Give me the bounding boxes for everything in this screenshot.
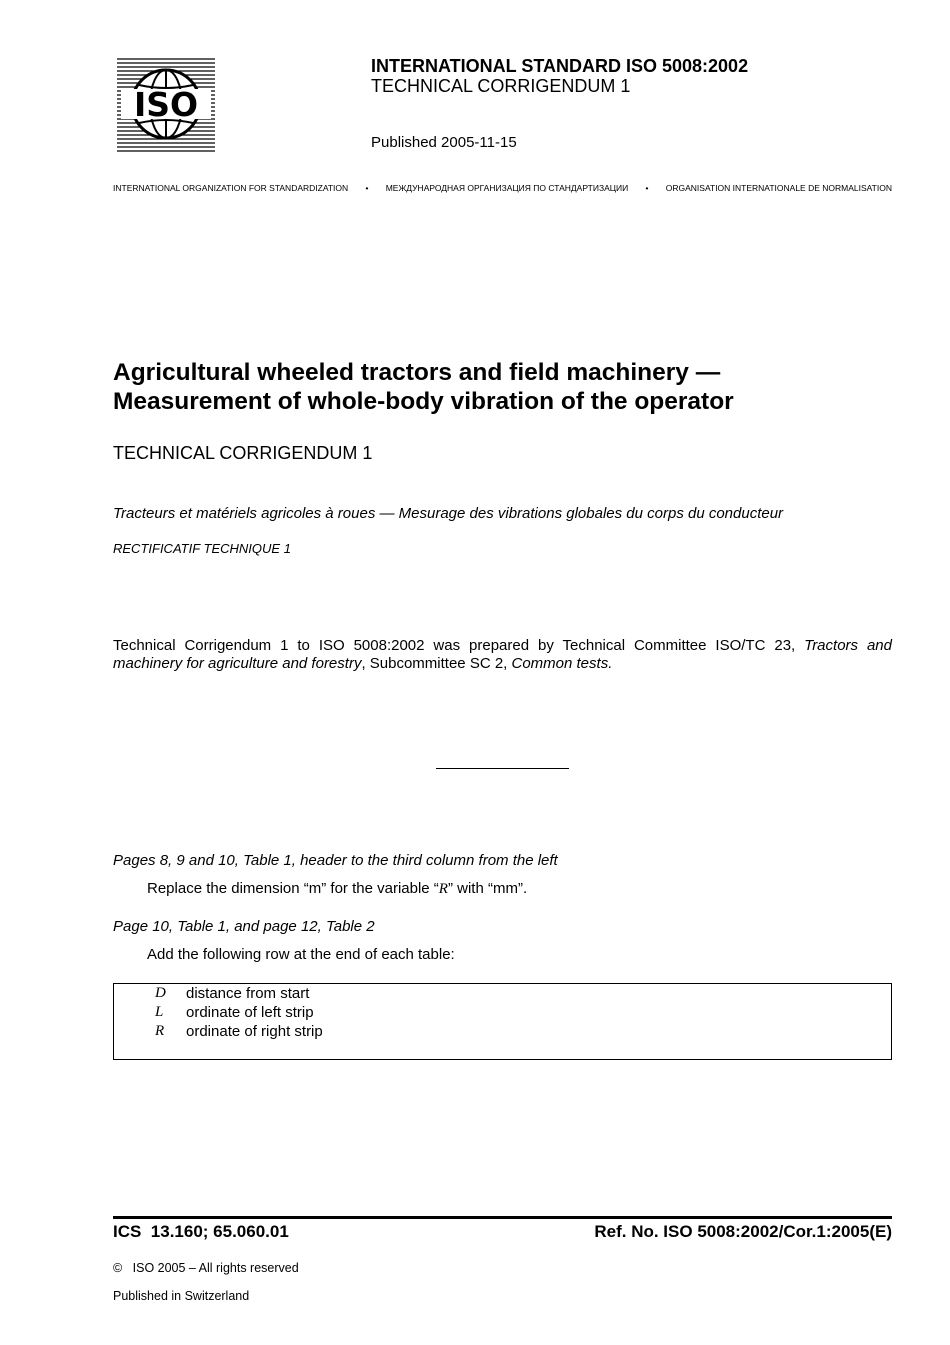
org-name-english: INTERNATIONAL ORGANIZATION FOR STANDARDIZATION <box>113 183 349 193</box>
bullet-separator: • <box>365 183 369 193</box>
org-name-french: ORGANISATION INTERNATIONALE DE NORMALISATION <box>665 183 892 193</box>
variable-symbol: R <box>155 1023 165 1039</box>
standard-title: INTERNATIONAL STANDARD ISO 5008:2002 <box>371 56 749 76</box>
published-in: Published in Switzerland <box>113 1289 250 1303</box>
org-name-russian: МЕЖДУНАРОДНАЯ ОРГАНИЗАЦИЯ ПО СТАНДАРТИЗАЦИИ <box>385 183 629 193</box>
french-corrigendum-label: RECTIFICATIF TECHNIQUE 1 <box>113 541 291 556</box>
added-rows-table <box>113 983 892 1060</box>
organization-names <box>113 183 892 193</box>
ics-code: ICS 13.160; 65.060.01 <box>113 1222 289 1241</box>
separator-line <box>436 768 569 769</box>
variable-description: ordinate of left strip <box>186 1004 314 1021</box>
correction-instruction-2: Add the following row at the end of each table: <box>147 946 455 963</box>
intro-paragraph: Technical Corrigendum 1 to ISO 5008:2002 was prepared by Technical Committee ISO/TC 23, Tractors and machinery for agriculture and forestry, Subcommittee SC 2, Common tests. <box>113 637 892 672</box>
iso-logo-text: ISO <box>133 85 199 124</box>
variable-r: R <box>438 881 448 897</box>
french-title: Tracteurs et matériels agricoles à roues — Mesurage des vibrations globales du corps du conducteur <box>113 505 784 522</box>
corrigendum-label: TECHNICAL CORRIGENDUM 1 <box>113 443 373 463</box>
correction-instruction-1: Replace the dimension “m” for the variable “R” with “mm”. <box>147 880 528 897</box>
iso-logo <box>117 57 215 152</box>
document-title <box>113 358 893 416</box>
variable-description: ordinate of right strip <box>186 1023 323 1040</box>
bullet-separator: • <box>645 183 649 193</box>
standard-subtitle: TECHNICAL CORRIGENDUM 1 <box>371 76 631 96</box>
variable-description: distance from start <box>186 985 310 1002</box>
subcommittee-name: Common tests. <box>511 655 613 672</box>
variable-symbol: L <box>155 1004 164 1020</box>
reference-number: Ref. No. ISO 5008:2002/Cor.1:2005(E) <box>594 1222 892 1241</box>
title-line-1: Agricultural wheeled tractors and field machinery — <box>113 359 721 386</box>
correction-heading-2: Page 10, Table 1, and page 12, Table 2 <box>113 918 375 935</box>
title-line-2: Measurement of whole-body vibration of the operator <box>113 388 734 415</box>
variable-symbol: D <box>155 985 166 1001</box>
committee-name: Tractors and machinery for agriculture and forestry <box>113 637 892 672</box>
correction-heading-1: Pages 8, 9 and 10, Table 1, header to the third column from the left <box>113 852 558 869</box>
copyright-notice: © ISO 2005 – All rights reserved <box>113 1261 299 1275</box>
footer-rule <box>113 1216 892 1219</box>
published-date: Published 2005-11-15 <box>371 134 517 151</box>
